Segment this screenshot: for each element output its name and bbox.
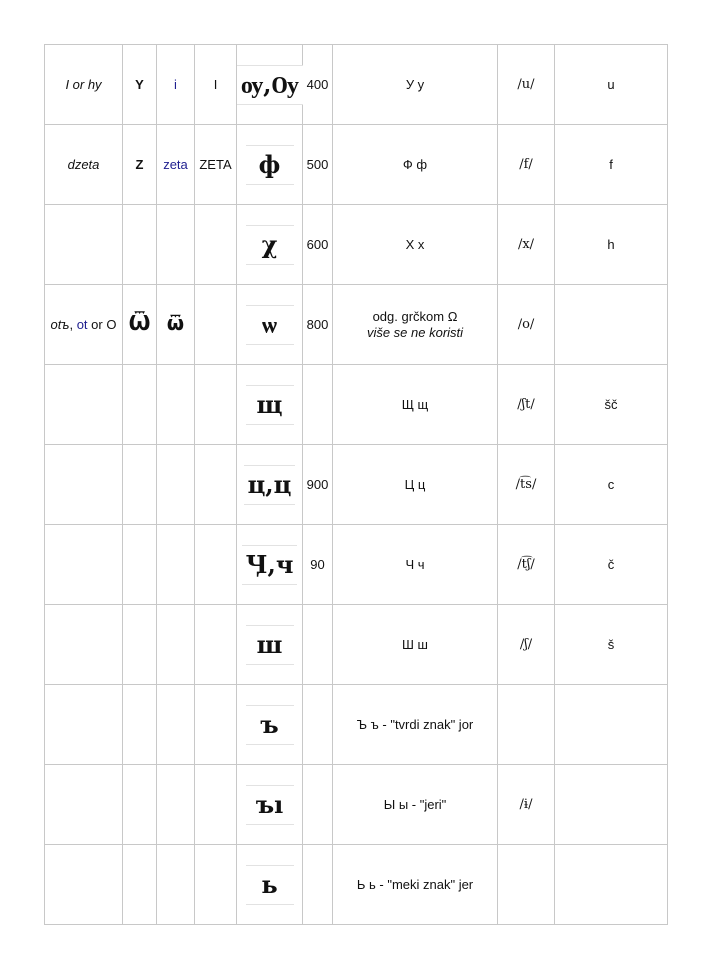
greek-upper-cell xyxy=(123,525,157,605)
ot-upper-glyph: Ѿ xyxy=(128,311,151,335)
glyph-image: щ xyxy=(246,385,294,425)
greek-caps-cell xyxy=(195,285,237,365)
glyph-image: χ xyxy=(246,225,294,265)
greek-name-cell xyxy=(45,365,123,445)
table-row xyxy=(45,285,668,365)
greek-caps-cell xyxy=(195,765,237,845)
greek-caps-cell: I xyxy=(195,45,237,125)
greek-name-cell xyxy=(45,685,123,765)
latin-cell: u xyxy=(555,45,668,125)
greek-lower-cell xyxy=(157,605,195,685)
glyph-image: ф xyxy=(246,145,294,185)
greek-upper-cell xyxy=(123,685,157,765)
description-cell: Ш ш xyxy=(333,605,498,685)
glyph-cell xyxy=(237,605,303,685)
greek-caps-cell xyxy=(195,525,237,605)
number-cell xyxy=(303,685,333,765)
number-cell xyxy=(303,605,333,685)
greek-lower-cell: zeta xyxy=(157,125,195,205)
table-row xyxy=(45,445,668,525)
description-cell: Ы ы - "jeri" xyxy=(333,765,498,845)
table-row xyxy=(45,525,668,605)
greek-lower-cell xyxy=(157,445,195,525)
greek-lower-cell xyxy=(157,285,195,365)
greek-caps-cell xyxy=(195,845,237,925)
number-cell xyxy=(303,365,333,445)
greek-name-cell: dzeta xyxy=(45,125,123,205)
glyph-image: ъı xyxy=(246,785,294,825)
description-line2: više se ne koristi xyxy=(366,324,464,340)
greek-upper-cell: Y xyxy=(123,45,157,125)
ipa-cell xyxy=(498,845,555,925)
description-line1: odg. grčkom Ω xyxy=(372,308,458,324)
table-row xyxy=(45,765,668,845)
ipa-cell: /x/ xyxy=(498,205,555,285)
greek-name-cell xyxy=(45,445,123,525)
latin-cell: č xyxy=(555,525,668,605)
latin-cell xyxy=(555,845,668,925)
glyph-cell xyxy=(237,445,303,525)
greek-caps-cell xyxy=(195,445,237,525)
greek-name-cell xyxy=(45,525,123,605)
glyph-cell xyxy=(237,125,303,205)
number-cell: 500 xyxy=(303,125,333,205)
number-cell: 600 xyxy=(303,205,333,285)
ipa-cell: /t͡ʃ/ xyxy=(498,525,555,605)
description-cell: Ь ь - "meki znak" jer xyxy=(333,845,498,925)
glyph-cell xyxy=(237,845,303,925)
ipa-cell: /u/ xyxy=(498,45,555,125)
greek-caps-cell xyxy=(195,685,237,765)
greek-name-cell xyxy=(45,285,123,365)
description-cell: Ц ц xyxy=(333,445,498,525)
glyph-image: ѹ,Ѹ xyxy=(237,65,303,105)
greek-lower-cell: i xyxy=(157,45,195,125)
glyph-cell xyxy=(237,365,303,445)
greek-name-cell: I or hy xyxy=(45,45,123,125)
greek-upper-cell xyxy=(123,285,157,365)
ipa-cell: /o/ xyxy=(498,285,555,365)
description-cell: Ъ ъ - "tvrdi znak" jor xyxy=(333,685,498,765)
greek-lower-cell xyxy=(157,205,195,285)
number-cell: 400 xyxy=(303,45,333,125)
name-suffix: or O xyxy=(87,316,117,332)
greek-lower-cell xyxy=(157,685,195,765)
number-cell: 90 xyxy=(303,525,333,605)
table-row xyxy=(45,845,668,925)
ipa-cell: /ʃ/ xyxy=(498,605,555,685)
greek-name-cell xyxy=(45,845,123,925)
description-cell: У у xyxy=(333,45,498,125)
description-cell xyxy=(333,285,498,365)
table-row xyxy=(45,205,668,285)
greek-upper-cell xyxy=(123,605,157,685)
table-row xyxy=(45,605,668,685)
glyph-image: ц,ц xyxy=(244,465,296,505)
description-cell: Ч ч xyxy=(333,525,498,605)
latin-cell xyxy=(555,685,668,765)
greek-lower-cell xyxy=(157,365,195,445)
number-cell: 900 xyxy=(303,445,333,525)
ipa-cell xyxy=(498,685,555,765)
number-cell xyxy=(303,845,333,925)
name-prefix: otъ xyxy=(50,316,70,332)
latin-cell: f xyxy=(555,125,668,205)
greek-upper-cell xyxy=(123,445,157,525)
greek-caps-cell xyxy=(195,605,237,685)
greek-lower-cell xyxy=(157,525,195,605)
glyph-cell xyxy=(237,285,303,365)
ot-lower-glyph: ѿ xyxy=(166,311,185,335)
latin-cell: c xyxy=(555,445,668,525)
greek-lower-cell xyxy=(157,845,195,925)
name-ot-link[interactable]: ot xyxy=(76,316,88,332)
ipa-cell: /ɨ/ xyxy=(498,765,555,845)
glyph-cell xyxy=(237,525,303,605)
latin-cell: š xyxy=(555,605,668,685)
alphabet-table xyxy=(44,44,668,925)
number-cell: 800 xyxy=(303,285,333,365)
glyph-cell xyxy=(237,45,303,125)
table-row xyxy=(45,365,668,445)
latin-cell xyxy=(555,285,668,365)
table-row xyxy=(45,45,668,125)
glyph-image: Ӌ,ч xyxy=(242,545,298,585)
greek-upper-cell xyxy=(123,765,157,845)
glyph-cell xyxy=(237,205,303,285)
glyph-image: ь xyxy=(246,865,294,905)
greek-lower-cell xyxy=(157,765,195,845)
glyph-cell xyxy=(237,765,303,845)
greek-name-cell xyxy=(45,205,123,285)
greek-upper-cell xyxy=(123,365,157,445)
number-cell xyxy=(303,765,333,845)
description-cell: Х х xyxy=(333,205,498,285)
greek-upper-cell xyxy=(123,845,157,925)
name-separator: , xyxy=(69,316,77,332)
greek-caps-cell xyxy=(195,365,237,445)
ipa-cell: /ʃt/ xyxy=(498,365,555,445)
ipa-cell: /f/ xyxy=(498,125,555,205)
description-cell: Ф ф xyxy=(333,125,498,205)
greek-name-cell xyxy=(45,765,123,845)
latin-cell: šč xyxy=(555,365,668,445)
glyph-cell xyxy=(237,685,303,765)
description-cell: Щ щ xyxy=(333,365,498,445)
glyph-image: ѡ xyxy=(246,305,294,345)
table-row xyxy=(45,125,668,205)
greek-upper-cell: Z xyxy=(123,125,157,205)
greek-caps-cell: ZETA xyxy=(195,125,237,205)
ipa-cell: /t͡s/ xyxy=(498,445,555,525)
greek-upper-cell xyxy=(123,205,157,285)
latin-cell: h xyxy=(555,205,668,285)
greek-name-cell xyxy=(45,605,123,685)
table-row xyxy=(45,685,668,765)
latin-cell xyxy=(555,765,668,845)
glyph-image: ш xyxy=(246,625,294,665)
greek-caps-cell xyxy=(195,205,237,285)
glyph-image: ъ xyxy=(246,705,294,745)
